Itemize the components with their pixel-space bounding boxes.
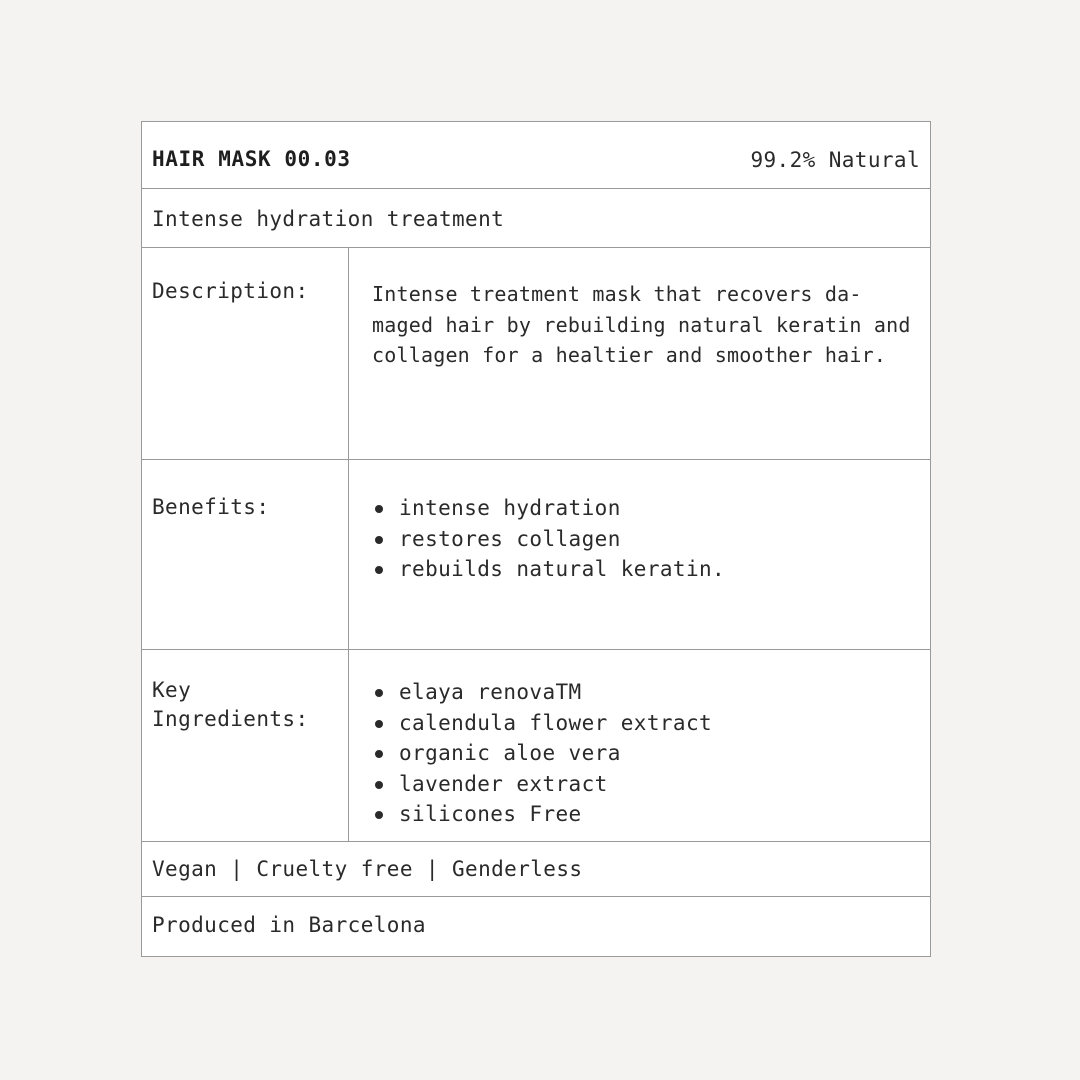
divider: [142, 841, 930, 842]
list-item: lavender extract: [372, 769, 712, 800]
product-label-card: [141, 121, 931, 957]
list-item: silicones Free: [372, 799, 712, 830]
divider: [142, 459, 930, 460]
ingredients-label-line1: Key: [152, 678, 192, 702]
list-item: intense hydration: [372, 493, 725, 524]
natural-percentage: 99.2% Natural: [750, 148, 920, 172]
product-subtitle: Intense hydration treatment: [152, 207, 505, 231]
benefits-list: [372, 493, 725, 585]
divider: [142, 649, 930, 650]
list-item: calendula flower extract: [372, 708, 712, 739]
description-label: Description:: [152, 279, 309, 303]
product-tags: Vegan | Cruelty free | Genderless: [152, 857, 583, 881]
ingredients-list: [372, 677, 712, 830]
production-origin: Produced in Barcelona: [152, 913, 426, 937]
product-name: HAIR MASK 00.03: [152, 147, 351, 171]
list-item: elaya renovaTM: [372, 677, 712, 708]
benefits-label: Benefits:: [152, 495, 270, 519]
divider: [142, 188, 930, 189]
divider: [142, 896, 930, 897]
divider: [142, 247, 930, 248]
list-item: organic aloe vera: [372, 738, 712, 769]
list-item: rebuilds natural keratin.: [372, 554, 725, 585]
column-divider: [348, 248, 349, 842]
ingredients-label-line2: Ingredients:: [152, 707, 309, 731]
list-item: restores collagen: [372, 524, 725, 555]
description-text: Intense treatment mask that recovers da-maged hair by rebuilding natural keratin and collagen for a healtier and smoother hair.: [372, 282, 911, 367]
